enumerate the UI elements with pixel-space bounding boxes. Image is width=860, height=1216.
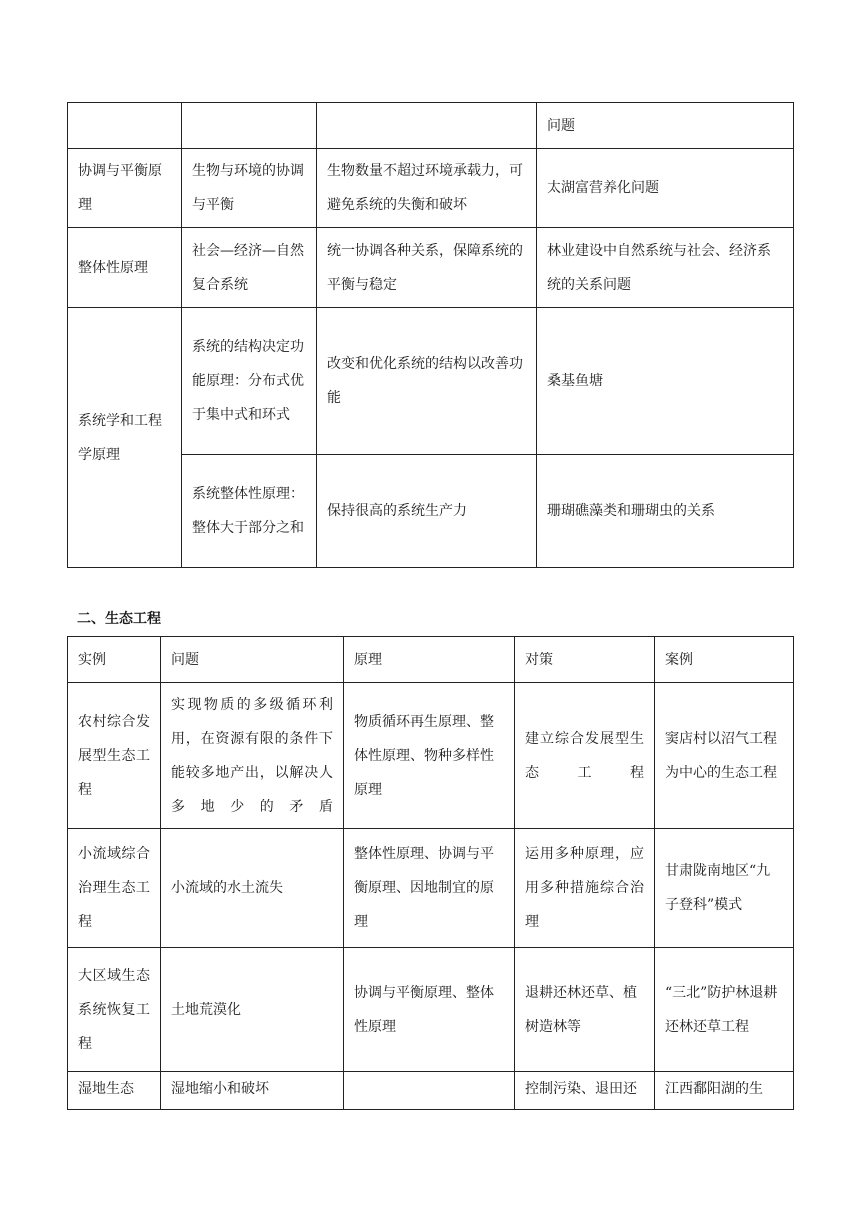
table-row [68,829,794,948]
table-cell: 林业建设中自然系统与社会、经济系统的关系问题 [537,228,794,308]
table-cell: 窦店村以沼气工程为中心的生态工程 [655,683,794,829]
table-cell: 生物数量不超过环境承载力，可避免系统的失衡和破坏 [317,149,537,228]
table-cell [344,1072,515,1110]
column-header: 实例 [68,637,161,683]
ecological-engineering-table [67,636,794,1110]
table-cell: 小流域的水土流失 [161,829,344,948]
table-cell [68,103,182,149]
table-cell [317,103,537,149]
ecology-principles-table [67,102,794,568]
column-header: 对策 [515,637,655,683]
table-cell: 问题 [537,103,794,149]
table-row [68,228,794,308]
table-cell: 统一协调各种关系，保障系统的平衡与稳定 [317,228,537,308]
table-cell: 改变和优化系统的结构以改善功能 [317,308,537,455]
table-cell: 控制污染、退田还 [515,1072,655,1110]
table-row [68,1072,794,1110]
table-cell: 生物与环境的协调与平衡 [182,149,317,228]
table-cell: 太湖富营养化问题 [537,149,794,228]
table-cell: 农村综合发展型生态工程 [68,683,161,829]
table-cell: 整体性原理、协调与平衡原理、因地制宜的原理 [344,829,515,948]
table-cell: 协调与平衡原理 [68,149,182,228]
table-cell: 运用多种原理，应用多种措施综合治理 [515,829,655,948]
table-row [68,948,794,1072]
column-header: 原理 [344,637,515,683]
column-header: 案例 [655,637,794,683]
table-cell: 江西鄱阳湖的生 [655,1072,794,1110]
table-cell: 系统的结构决定功能原理：分布式优于集中式和环式 [182,308,317,455]
table-row [68,683,794,829]
table-cell: 实现物质的多级循环利用，在资源有限的条件下能较多地产出，以解决人多地少的矛盾 [161,683,344,829]
table-cell: 整体性原理 [68,228,182,308]
table-cell: “三北”防护林退耕还林还草工程 [655,948,794,1072]
table-cell: 退耕还林还草、植树造林等 [515,948,655,1072]
table-cell: 保持很高的系统生产力 [317,455,537,568]
table-cell [182,103,317,149]
table-cell: 桑基鱼塘 [537,308,794,455]
table-cell: 湿地缩小和破坏 [161,1072,344,1110]
table-cell: 湿地生态 [68,1072,161,1110]
table-cell: 系统学和工程学原理 [68,308,182,568]
column-header: 问题 [161,637,344,683]
table-cell: 建立综合发展型生态工程 [515,683,655,829]
table-cell: 物质循环再生原理、整体性原理、物种多样性原理 [344,683,515,829]
table-cell: 小流域综合治理生态工程 [68,829,161,948]
table-cell: 珊瑚礁藻类和珊瑚虫的关系 [537,455,794,568]
section-heading: 二、生态工程 [77,611,161,627]
table-row [68,103,794,149]
table-cell: 社会—经济—自然复合系统 [182,228,317,308]
table-row [68,149,794,228]
table-cell: 协调与平衡原理、整体性原理 [344,948,515,1072]
table-cell: 土地荒漠化 [161,948,344,1072]
table-cell: 甘肃陇南地区“九子登科”模式 [655,829,794,948]
table-row [68,308,794,455]
table-cell: 大区域生态系统恢复工程 [68,948,161,1072]
table-header-row [68,637,794,683]
table-cell: 系统整体性原理：整体大于部分之和 [182,455,317,568]
